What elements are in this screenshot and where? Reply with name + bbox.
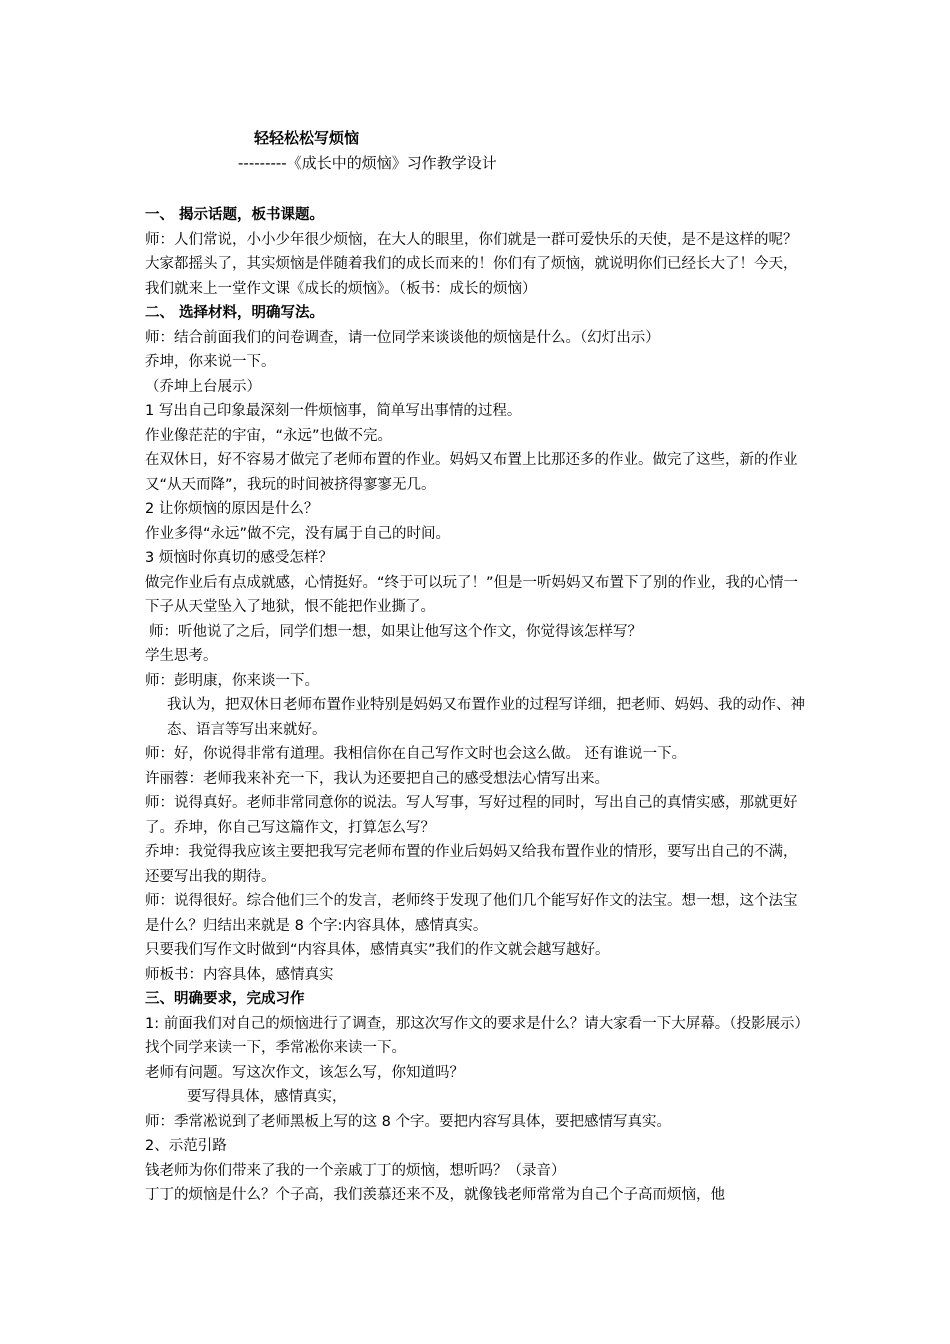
document-subtitle: ---------《成长中的烦恼》习作教学设计 (238, 154, 497, 172)
paragraph: 只要我们写作文时做到“内容具体，感情真实”我们的作文就会越写越好。 (145, 942, 610, 958)
paragraph: 1: 前面我们对自己的烦恼进行了调查，那这次写作文的要求是什么？请大家看一下大屏幕。（投影展示）找个同学来读一下，季常凇你来读一下。 (145, 1015, 809, 1056)
paragraph: （乔坤上台展示） (145, 378, 261, 395)
paragraph: 师：彭明康，你来谈一下。 (145, 672, 319, 689)
section-heading-1: 一、 揭示话题，板书课题。 (145, 207, 325, 223)
paragraph: 1 写出自己印象最深刻一件烦恼事，简单写出事情的过程。 (145, 403, 522, 419)
paragraph: 乔坤：我觉得我应该主要把我写完老师布置的作业后妈妈又给我布置作业的情形，要写出自己的不满，还要写出我的期待。 (145, 844, 798, 885)
paragraph: 我认为，把双休日老师布置作业特别是妈妈又布置作业的过程写详细，把老师、妈妈、我的动作、神态、语言等写出来就好。 (167, 697, 805, 738)
paragraph: 作业多得“永远”做不完，没有属于自己的时间。 (145, 525, 451, 542)
paragraph: 师：季常凇说到了老师黑板上写的这 8 个字。要把内容写具体，要把感情写真实。 (145, 1113, 671, 1130)
paragraph: 师：说得真好。老师非常同意你的说法。写人写事，写好过程的同时，写出自己的真情实感，那就更好了。乔坤，你自己写这篇作文，打算怎么写？ (145, 795, 798, 836)
paragraph: 要写得具体，感情真实， (187, 1089, 347, 1105)
paragraph: 老师有问题。写这次作文，该怎么写，你知道吗？ (145, 1064, 464, 1081)
paragraph: 师：好，你说得非常有道理。我相信你在自己写作文时也会这么做。 还有谁说一下。 (145, 746, 687, 762)
paragraph: 师：结合前面我们的问卷调查，请一位同学来谈谈他的烦恼是什么。（幻灯出示） (145, 329, 660, 346)
paragraph: 在双休日，好不容易才做完了老师布置的作业。妈妈又布置上比那还多的作业。做完了这些，新的作业又“从天而降”，我玩的时间被挤得寥寥无几。 (145, 452, 798, 493)
paragraph: 师：人们常说，小小少年很少烦恼，在大人的眼里，你们就是一群可爱快乐的天使，是不是这样的呢？大家都摇头了，其实烦恼是伴随着我们的成长而来的！你们有了烦恼，就说明你们已经长大了！今天，我们就来上一堂作文课《成长的烦恼》。（板书：成长的烦恼） (145, 231, 798, 297)
paragraph: 师板书：内容具体，感情真实 (145, 966, 334, 983)
paragraph: 3 烦恼时你真切的感受怎样？ (145, 550, 333, 566)
paragraph: 2、示范引路 (145, 1138, 227, 1154)
paragraph: 师：听他说了之后，同学们想一想，如果让他写这个作文，你觉得该怎样写？ (149, 623, 642, 640)
document-body (145, 203, 810, 1208)
paragraph: 丁丁的烦恼是什么？个子高，我们羡慕还来不及，就像钱老师常常为自己个子高而烦恼，他 (145, 1187, 725, 1203)
document-title: 轻轻松松写烦恼 (254, 129, 360, 147)
paragraph: 许丽蓉：老师我来补充一下，我认为还要把自己的感受想法心情写出来。 (145, 770, 609, 787)
paragraph: 2 让你烦恼的原因是什么？ (145, 501, 319, 517)
paragraph: 钱老师为你们带来了我的一个亲戚丁丁的烦恼，想听吗？（录音） (145, 1162, 566, 1179)
section-heading-3: 三、明确要求，完成习作 (145, 991, 305, 1007)
paragraph: 乔坤，你来说一下。 (145, 354, 276, 370)
section-heading-2: 二、 选择材料，明确写法。 (145, 305, 325, 321)
paragraph: 师：说得很好。综合他们三个的发言，老师终于发现了他们几个能写好作文的法宝。想一想，这个法宝是什么？归结出来就是 8 个字:内容具体，感情真实。 (145, 893, 798, 934)
paragraph: 作业像茫茫的宇宙，“永远”也做不完。 (145, 427, 393, 444)
paragraph: 做完作业后有点成就感，心情挺好。“终于可以玩了！”但是一听妈妈又布置下了别的作业，我的心情一下子从天堂坠入了地狱，恨不能把作业撕了。 (145, 574, 799, 615)
paragraph: 学生思考。 (145, 648, 218, 664)
